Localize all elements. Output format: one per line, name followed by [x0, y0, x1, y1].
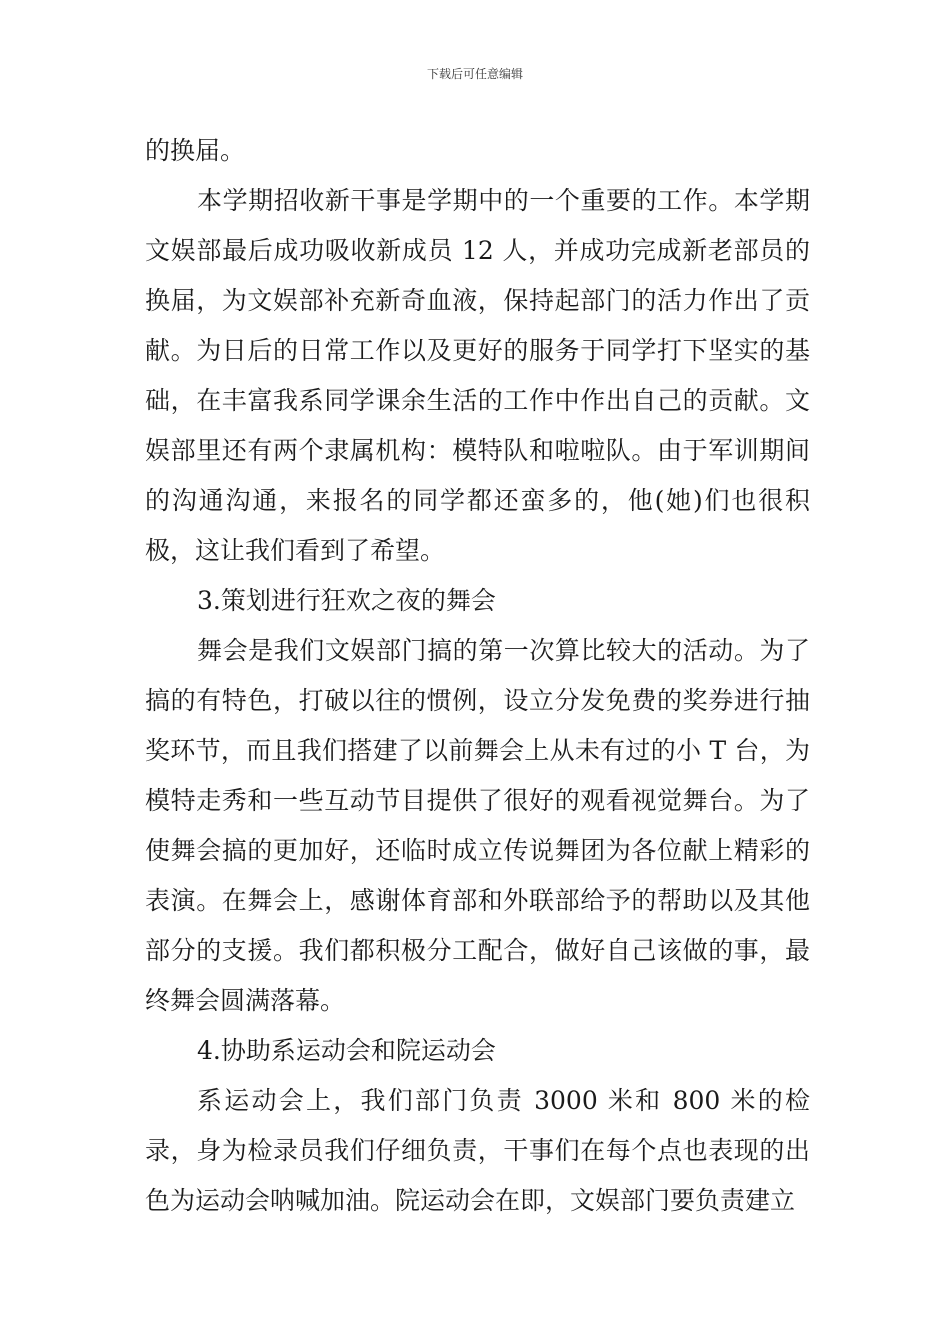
paragraph-dance: 舞会是我们文娱部门搞的第一次算比较大的活动。为了搞的有特色，打破以往的惯例，设立分发免费的奖券进行抽奖环节，而且我们搭建了以前舞会上从未有过的小 T 台，为模特走秀和一些互动节目提供了很好的观看视觉舞台。为了使舞会搞的更加好，还临时成立传说舞团为各位献上精彩的表演。在舞会上，感谢体育部和外联部给予的帮助以及其他部分的支援。我们都积极分工配合，做好自己该做的事，最终舞会圆满落幕。 — [145, 636, 810, 1015]
page-header: 下载后可任意编辑 — [426, 67, 523, 81]
paragraph-continuation: 的换届。 — [145, 136, 246, 165]
section-heading-sports: 4.协助系运动会和院运动会 — [197, 1036, 496, 1065]
paragraph-sports: 系运动会上，我们部门负责 3000 米和 800 米的检录，身为检录员我们仔细负责，干事们在每个点也表现的出色为运动会呐喊加油。院运动会在即，文娱部门要负责建立 — [145, 1086, 810, 1215]
section-heading-dance: 3.策划进行狂欢之夜的舞会 — [197, 586, 496, 615]
document-body — [145, 126, 810, 1226]
paragraph-recruitment: 本学期招收新干事是学期中的一个重要的工作。本学期文娱部最后成功吸收新成员 12 人，并成功完成新老部员的换届，为文娱部补充新奇血液，保持起部门的活力作出了贡献。为日后的日常工作以及更好的服务于同学打下坚实的基础，在丰富我系同学课余生活的工作中作出自己的贡献。文娱部里还有两个隶属机构：模特队和啦啦队。由于军训期间的沟通沟通，来报名的同学都还蛮多的，他(她)们也很积极，这让我们看到了希望。 — [145, 186, 810, 565]
